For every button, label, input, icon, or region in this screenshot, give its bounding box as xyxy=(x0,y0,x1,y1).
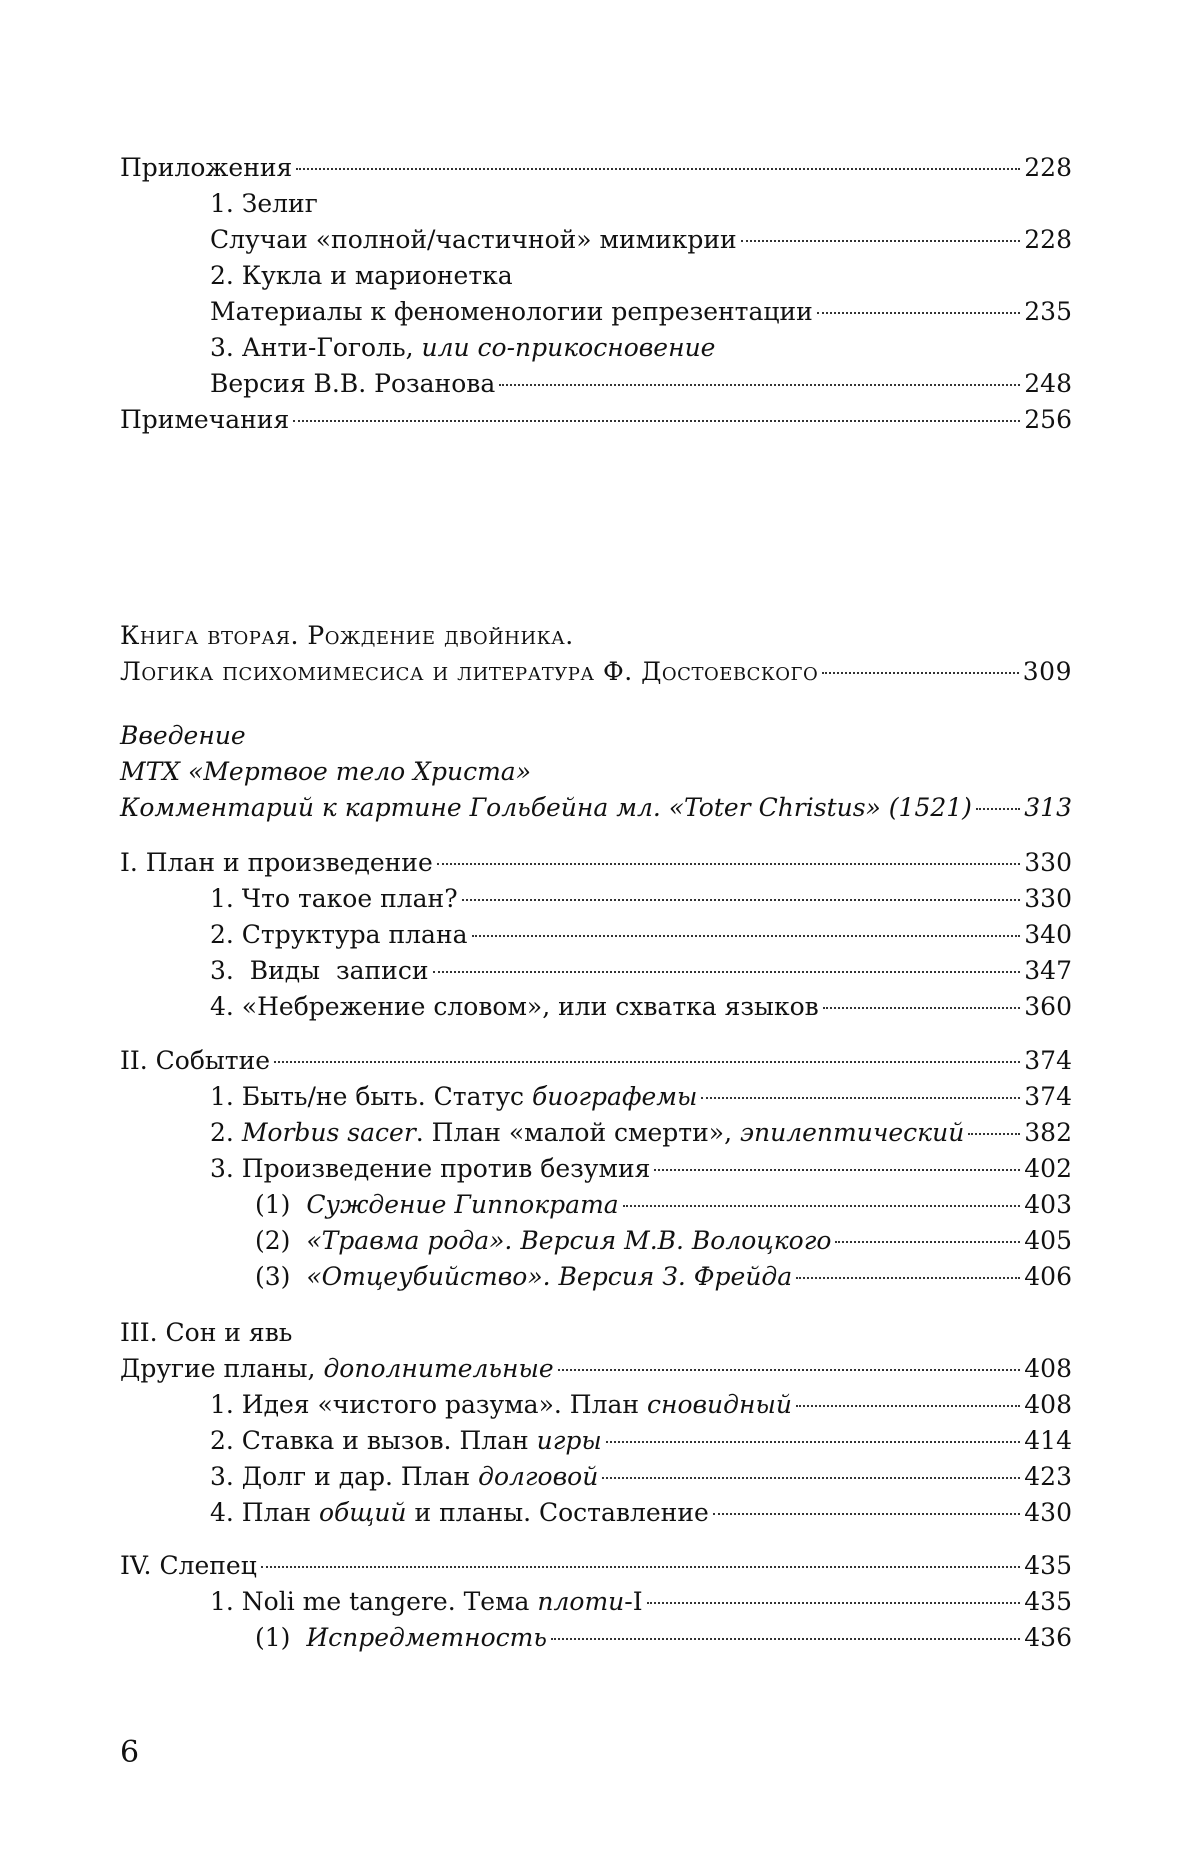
toc-chapter-4 xyxy=(120,1548,1072,1656)
book-title-line1: Книга вторая. Рождение двойника. xyxy=(120,621,574,650)
page-ref: 414 xyxy=(1024,1426,1072,1455)
leader-dots xyxy=(796,1276,1020,1279)
toc-entry[interactable]: 1. Noli me tangere. Тема плоти-I 435 xyxy=(120,1584,1072,1620)
toc-book-two xyxy=(120,618,1072,690)
page-number: 6 xyxy=(120,1735,140,1770)
page-ref: 374 xyxy=(1024,1082,1072,1111)
toc-entry-intro[interactable]: Комментарий к картине Гольбейна мл. «Toter Christus» (1521) 313 xyxy=(120,790,1072,826)
toc-subentry[interactable]: (1) Испредметность 436 xyxy=(120,1620,1072,1656)
toc-entry-chapter-2[interactable]: II. Событие 374 xyxy=(120,1043,1072,1079)
toc-chapter-1 xyxy=(120,845,1072,1025)
leader-dots xyxy=(835,1240,1020,1243)
page-ref: 256 xyxy=(1024,405,1072,434)
page-ref: 228 xyxy=(1024,225,1072,254)
leader-dots xyxy=(741,239,1021,242)
page-ref: 436 xyxy=(1024,1623,1072,1652)
toc-entry[interactable]: 4. «Небрежение словом», или схватка языков 360 xyxy=(120,989,1072,1025)
leader-dots xyxy=(437,862,1021,865)
toc-entry[interactable]: 2. Morbus sacer. План «малой смерти», эпилептический 382 xyxy=(120,1115,1072,1151)
page-ref: 408 xyxy=(1024,1354,1072,1383)
toc-entry-chapter-3[interactable]: Другие планы, дополнительные 408 xyxy=(120,1351,1072,1387)
toc-entry-chapter-1[interactable]: I. План и произведение 330 xyxy=(120,845,1072,881)
toc-entry-appendix[interactable]: Приложения 228 xyxy=(120,150,1072,186)
page-ref: 309 xyxy=(1022,657,1072,686)
leader-dots xyxy=(654,1168,1020,1171)
toc-subentry[interactable]: (2) «Травма рода». Версия М.В. Волоцкого 405 xyxy=(120,1223,1072,1259)
toc-item-number: 1. Зелиг xyxy=(210,189,318,218)
toc-entry[interactable]: 1. Идея «чистого разума». План сновидный 408 xyxy=(120,1387,1072,1423)
leader-dots xyxy=(551,1637,1020,1640)
leader-dots xyxy=(976,807,1020,810)
leader-dots xyxy=(713,1512,1020,1515)
toc-entry[interactable]: 1. Быть/не быть. Статус биографемы 374 xyxy=(120,1079,1072,1115)
page-ref: 402 xyxy=(1024,1154,1072,1183)
leader-dots xyxy=(602,1476,1020,1479)
toc-entry[interactable]: 4. План общий и планы. Составление 430 xyxy=(120,1495,1072,1531)
page-ref: 403 xyxy=(1024,1190,1072,1219)
leader-dots xyxy=(822,671,1019,674)
leader-dots xyxy=(817,311,1020,314)
toc-subentry[interactable]: (3) «Отцеубийство». Версия З. Фрейда 406 xyxy=(120,1259,1072,1295)
leader-dots xyxy=(558,1368,1021,1371)
toc-entry[interactable]: 1. Что такое план? 330 xyxy=(120,881,1072,917)
toc-entry[interactable]: 2. Ставка и вызов. План игры 414 xyxy=(120,1423,1072,1459)
leader-dots xyxy=(499,383,1020,386)
toc-chapter-3 xyxy=(120,1315,1072,1531)
page-ref: 360 xyxy=(1024,992,1072,1021)
page-ref: 430 xyxy=(1024,1498,1072,1527)
page-ref: 423 xyxy=(1024,1462,1072,1491)
toc-introduction xyxy=(120,718,1072,826)
leader-dots xyxy=(472,934,1021,937)
page-ref: 405 xyxy=(1024,1226,1072,1255)
leader-dots xyxy=(606,1440,1021,1443)
page-ref: 330 xyxy=(1024,884,1072,913)
toc-subentry[interactable]: (1) Суждение Гиппократа 403 xyxy=(120,1187,1072,1223)
intro-mtx: МТХ «Мертвое тело Христа» xyxy=(120,757,531,786)
toc-entry[interactable]: 2. Структура плана 340 xyxy=(120,917,1072,953)
toc-item-number: 2. Кукла и марионетка xyxy=(210,261,513,290)
leader-dots xyxy=(296,167,1020,170)
toc-entry[interactable]: 3. Произведение против безумия 402 xyxy=(120,1151,1072,1187)
toc-entry-zelig[interactable]: Случаи «полной/частичной» мимикрии 228 xyxy=(120,222,1072,258)
page-ref: 248 xyxy=(1024,369,1072,398)
leader-dots xyxy=(274,1060,1020,1063)
leader-dots xyxy=(796,1404,1020,1407)
page-ref: 406 xyxy=(1024,1262,1072,1291)
leader-dots xyxy=(623,1204,1021,1207)
toc-entry-chapter-4[interactable]: IV. Слепец 435 xyxy=(120,1548,1072,1584)
page-ref: 435 xyxy=(1024,1551,1072,1580)
chapter-3-title: III. Сон и явь xyxy=(120,1318,293,1347)
leader-dots xyxy=(701,1096,1020,1099)
toc-entry-notes[interactable]: Примечания 256 xyxy=(120,402,1072,438)
leader-dots xyxy=(823,1006,1021,1009)
toc-chapter-2 xyxy=(120,1043,1072,1295)
toc-entry[interactable]: 3. Долг и дар. План долговой 423 xyxy=(120,1459,1072,1495)
page-ref: 235 xyxy=(1024,297,1072,326)
toc-entry-anti-gogol[interactable]: Версия В.В. Розанова 248 xyxy=(120,366,1072,402)
toc-entry-doll[interactable]: Материалы к феноменологии репрезентации 235 xyxy=(120,294,1072,330)
leader-dots xyxy=(433,970,1021,973)
toc-item-number: 3. Анти-Гоголь, или со-прикосновение xyxy=(210,333,716,362)
toc-entry[interactable]: 3. Виды записи 347 xyxy=(120,953,1072,989)
page-ref: 347 xyxy=(1024,956,1072,985)
leader-dots xyxy=(647,1601,1021,1604)
page-ref: 435 xyxy=(1024,1587,1072,1616)
page-ref: 330 xyxy=(1024,848,1072,877)
page-ref: 228 xyxy=(1024,153,1072,182)
page-ref: 408 xyxy=(1024,1390,1072,1419)
toc-entry-book-two[interactable]: Логика психомимесиса и литература Ф. Достоевского 309 xyxy=(120,654,1072,690)
leader-dots xyxy=(968,1132,1020,1135)
page-ref: 374 xyxy=(1024,1046,1072,1075)
intro-label: Введение xyxy=(120,721,246,750)
toc-appendix xyxy=(120,150,1072,438)
leader-dots xyxy=(462,898,1021,901)
leader-dots xyxy=(293,419,1020,422)
page-ref: 382 xyxy=(1024,1118,1072,1147)
page-ref: 313 xyxy=(1024,793,1072,822)
page-ref: 340 xyxy=(1024,920,1072,949)
leader-dots xyxy=(261,1565,1020,1568)
